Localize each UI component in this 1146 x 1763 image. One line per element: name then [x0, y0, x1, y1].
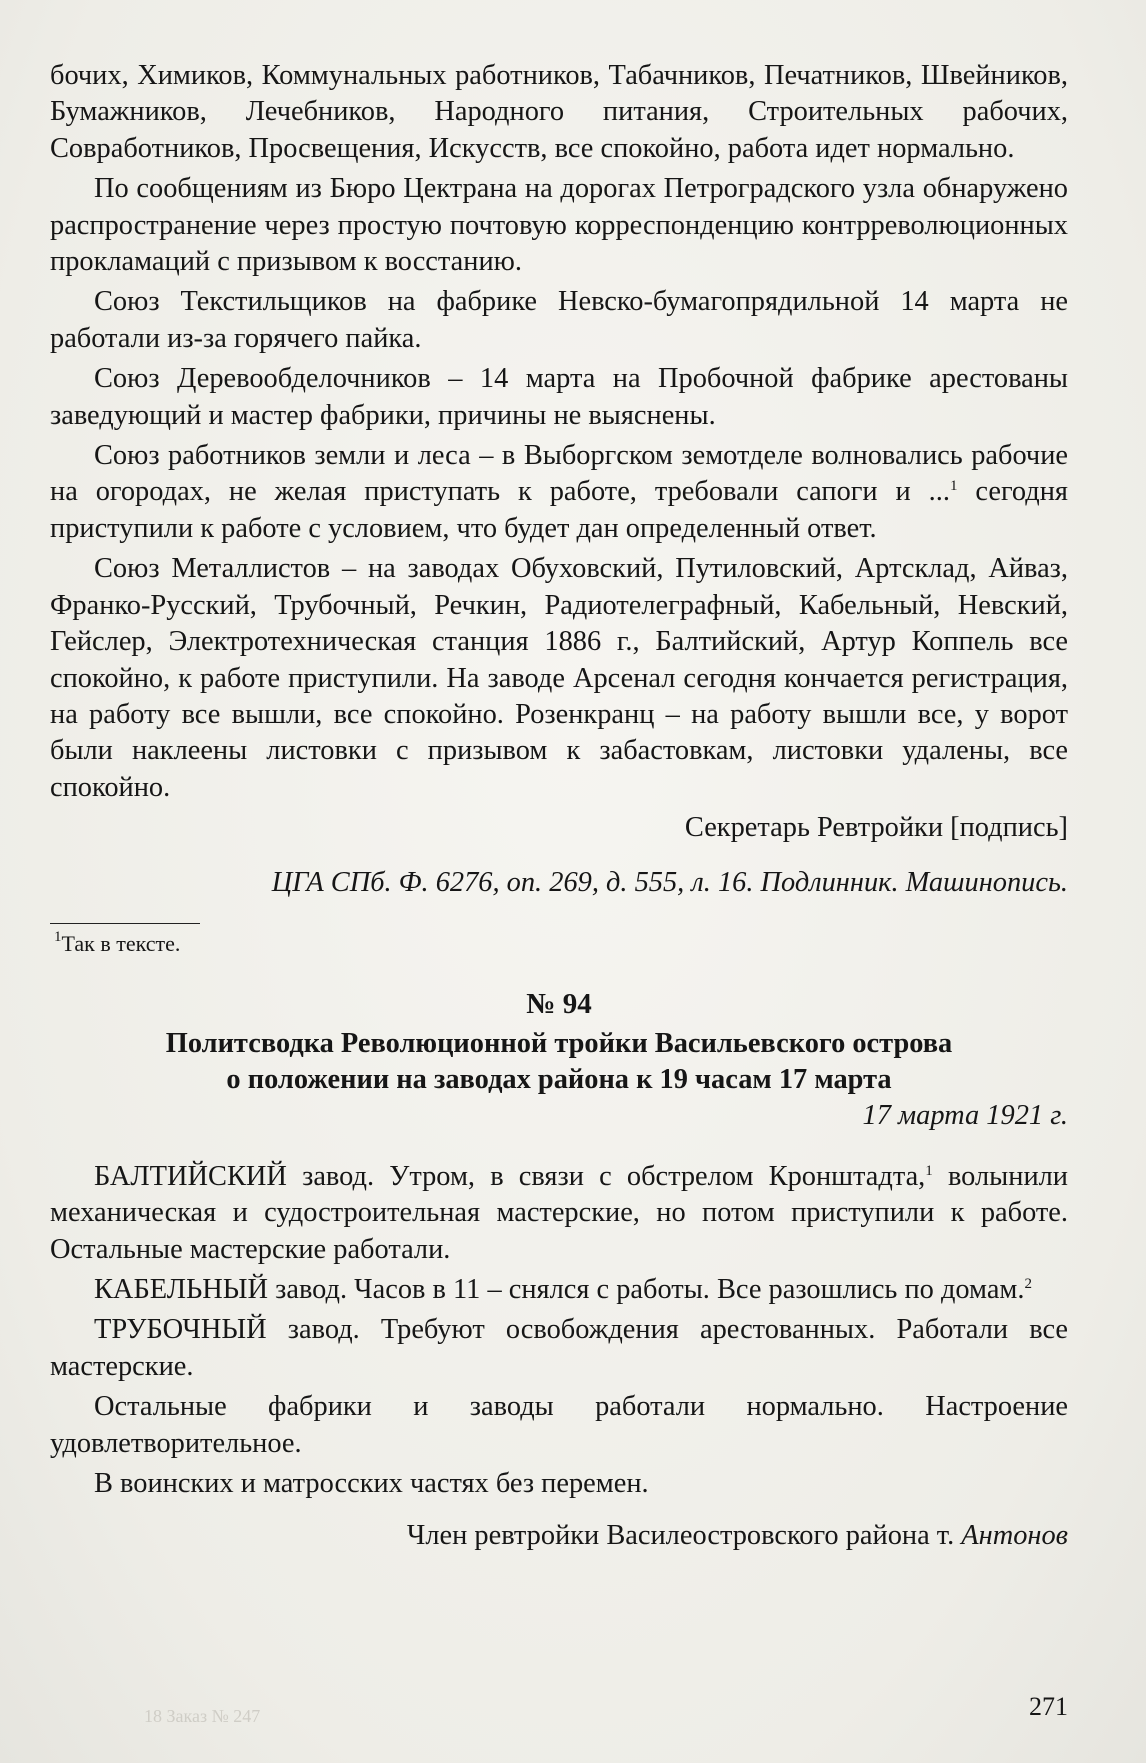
- signature-text: Член ревтройки Василеостровского района т.: [406, 1520, 962, 1552]
- signature-member: [50, 1518, 1068, 1554]
- paragraph-others: Остальные фабрики и заводы работали нормально. Настроение удовлетворительное.: [50, 1391, 1068, 1459]
- paragraph-baltic: [50, 1159, 1068, 1268]
- baltic-text-a: БАЛТИЙСКИЙ завод. Утром, в связи с обстрелом Кронштадта,: [94, 1160, 926, 1192]
- document-number: № 94: [526, 987, 592, 1020]
- document-title-line-2: о положении на заводах района к 19 часам 17 марта: [226, 1064, 892, 1096]
- archive-source: ЦГА СПб. Ф. 6276, оп. 269, д. 555, л. 16. Подлинник. Машинопись.: [271, 866, 1068, 898]
- page-number: 271: [1029, 1692, 1068, 1721]
- earth-text-a: Союз работников земли и леса – в Выборгском земотделе волновались рабочие на огородах, не желая приступать к работе, требовали сапоги и ...: [50, 440, 1068, 508]
- footnote-text: Так в тексте.: [61, 930, 181, 956]
- paragraph-textile: Союз Текстильщиков на фабрике Невско-бумагопрядильной 14 марта не работали из-за горячего пайка.: [50, 286, 1068, 354]
- document-date: 17 марта 1921 г.: [862, 1100, 1068, 1132]
- text-column: [50, 58, 1068, 1555]
- cable-text: КАБЕЛЬНЫЙ завод. Часов в 11 – снялся с работы. Все разошлись по домам.: [94, 1273, 1025, 1305]
- footnote: [50, 930, 1068, 958]
- paragraph-continuation: бочих, Химиков, Коммунальных работников, Табачников, Печатников, Швейников, Бумажников, Лечебников, Народного питания, Строительных рабочих, Совработников, Просвещения, Искусств, все спокойно, работа идет нормально.: [50, 60, 1068, 164]
- paragraph-military: В воинских и матросских частях без перемен.: [94, 1468, 649, 1499]
- baltic-text-b: волынили механическая и судостроительная мастерские, но потом приступили к работе. Остальные мастерские работали.: [50, 1160, 1068, 1265]
- earth-text-b: сегодня приступили к работе с условием, что будет дан определенный ответ.: [50, 476, 1068, 544]
- paragraph-tsektran: По сообщениям из Бюро Цектрана на дорогах Петроградского узла обнаружено распространение через простую почтовую корреспонденцию контрреволюционных прокламаций с призывом к восстанию.: [50, 173, 1068, 278]
- signature-name: Антонов: [961, 1520, 1068, 1552]
- footnote-ref-baltic: 1: [925, 1162, 933, 1179]
- signature-secretary: Секретарь Ревтройки [подпись]: [684, 812, 1068, 844]
- paragraph-tube: ТРУБОЧНЫЙ завод. Требуют освобождения арестованных. Работали все мастерские.: [50, 1314, 1068, 1382]
- paragraph-metalworkers: Союз Металлистов – на заводах Обуховский, Путиловский, Артсклад, Айваз, Франко-Русский, Трубочный, Речкин, Радиотелеграфный, Кабельный, Невский, Гейслер, Электротехническая станция 1886 г., Балтийский, Артур Коппель все спокойно, к работе приступили. На заводе Арсенал сегодня кончается регистрация, на работу все вышли, все спокойно. Розенкранц – на работу вышли все, у ворот были наклеены листовки с призывом к забастовкам, листовки удалены, все спокойно.: [50, 553, 1068, 803]
- footnote-divider: [50, 923, 200, 924]
- paragraph-earth-forest: [50, 438, 1068, 547]
- paragraph-cable: [50, 1272, 1068, 1308]
- print-mark: 18 Заказ № 247: [144, 1706, 261, 1726]
- footnote-ref-cable: 2: [1024, 1275, 1032, 1292]
- paragraph-woodwork: Союз Деревообделочников – 14 марта на Пробочной фабрике арестованы заведующий и мастер фабрики, причины не выяснены.: [50, 363, 1068, 431]
- footnote-mark: 1: [54, 928, 62, 945]
- document-title-line-1: Политсводка Революционной тройки Васильевского острова: [165, 1028, 953, 1060]
- footnote-ref-1: 1: [949, 478, 958, 495]
